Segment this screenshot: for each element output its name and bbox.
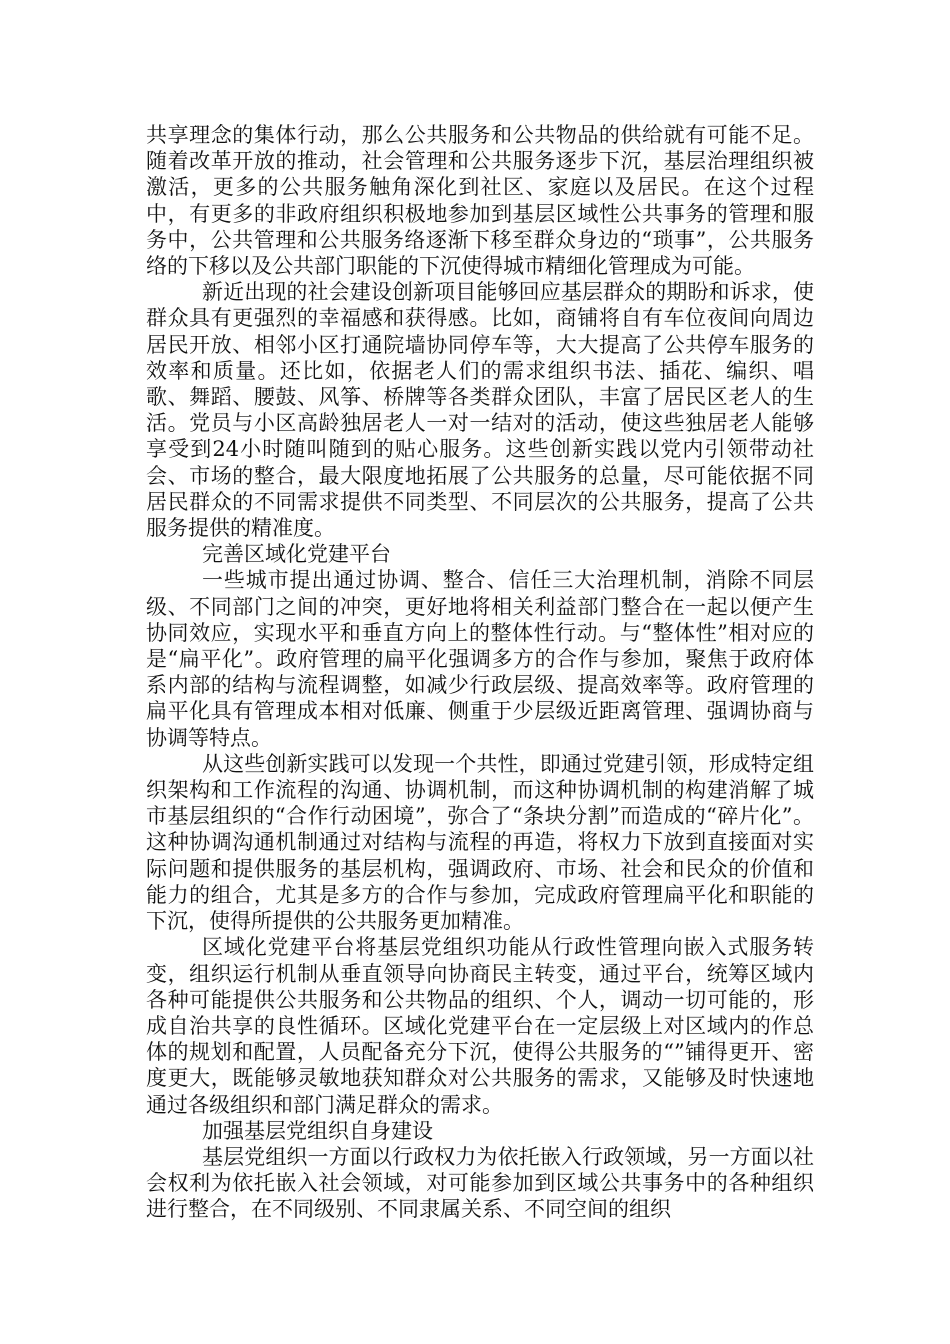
document-body	[146, 122, 814, 1223]
paragraph-2: 新近出现的社会建设创新项目能够回应基层群众的期盼和诉求，使群众具有更强烈的幸福感和获得感。比如，商铺将自有车位夜间向周边居民开放、相邻小区打通院墙协同停车等，大大提高了公共停车服务的效率和质量。还比如，依据老人们的需求组织书法、插花、编织、唱歌、舞蹈、腰鼓、风筝、桥牌等各类群众团队，丰富了居民区老人的生活。党员与小区高龄独居老人一对一结对的活动，使这些独居老人能够享受到24小时随叫随到的贴心服务。这些创新实践以党内引领带动社会、市场的整合，最大限度地拓展了公共服务的总量，尽可能依据不同居民群众的不同需求提供不同类型、不同层次的公共服务，提高了公共服务提供的精准度。	[146, 280, 814, 541]
section-heading-platform: 完善区域化党建平台	[202, 542, 391, 567]
paragraph-4: 从这些创新实践可以发现一个共性，即通过党建引领，形成特定组织架构和工作流程的沟通、协调机制，而这种协调机制的构建消解了城市基层组织的“合作行动困境”，弥合了“条块分割”而造成的“碎片化”。这种协调沟通机制通过对结构与流程的再造，将权力下放到直接面对实际问题和提供服务的基层机构，强调政府、市场、社会和民众的价值和能力的组合，尤其是多方的合作与参加，完成政府管理扁平化和职能的下沉，使得所提供的公共服务更加精准。	[146, 751, 814, 934]
paragraph-5: 区域化党建平台将基层党组织功能从行政性管理向嵌入式服务转变，组织运行机制从垂直领导向协商民主转变，通过平台，统筹区域内各种可能提供公共服务和公共物品的组织、个人，调动一切可能的，形成自治共享的良性循环。区域化党建平台在一定层级上对区域内的作总体的规划和配置，人员配备充分下沉，使得公共服务的“”铺得更开、密度更大，既能够灵敏地获知群众对公共服务的需求，又能够及时快速地通过各级组织和部门满足群众的需求。	[146, 935, 814, 1117]
paragraph-1: 共享理念的集体行动，那么公共服务和公共物品的供给就有可能不足。随着改革开放的推动，社会管理和公共服务逐步下沉，基层治理组织被激活，更多的公共服务触角深化到社区、家庭以及居民。在这个过程中，有更多的非政府组织积极地参加到基层区域性公共事务的管理和服务中，公共管理和公共服务络逐渐下移至群众身边的“琐事”，公共服务络的下移以及公共部门职能的下沉使得城市精细化管理成为可能。	[146, 123, 814, 279]
paragraph-3: 一些城市提出通过协调、整合、信任三大治理机制，消除不同层级、不同部门之间的冲突，更好地将相关利益部门整合在一起以便产生协同效应，实现水平和垂直方向上的整体性行动。与“整体性”相对应的是“扁平化”。政府管理的扁平化强调多方的合作与参加，聚焦于政府体系内部的结构与流程调整，如减少行政层级、提高效率等。政府管理的扁平化具有管理成本相对低廉、侧重于少层级近距离管理、强调协商与协调等特点。	[146, 568, 814, 750]
paragraph-6: 基层党组织一方面以行政权力为依托嵌入行政领域，另一方面以社会权利为依托嵌入社会领域，对可能参加到区域公共事务中的各种组织进行整合，在不同级别、不同隶属关系、不同空间的组织	[146, 1144, 814, 1222]
section-heading-self-building: 加强基层党组织自身建设	[202, 1118, 433, 1143]
